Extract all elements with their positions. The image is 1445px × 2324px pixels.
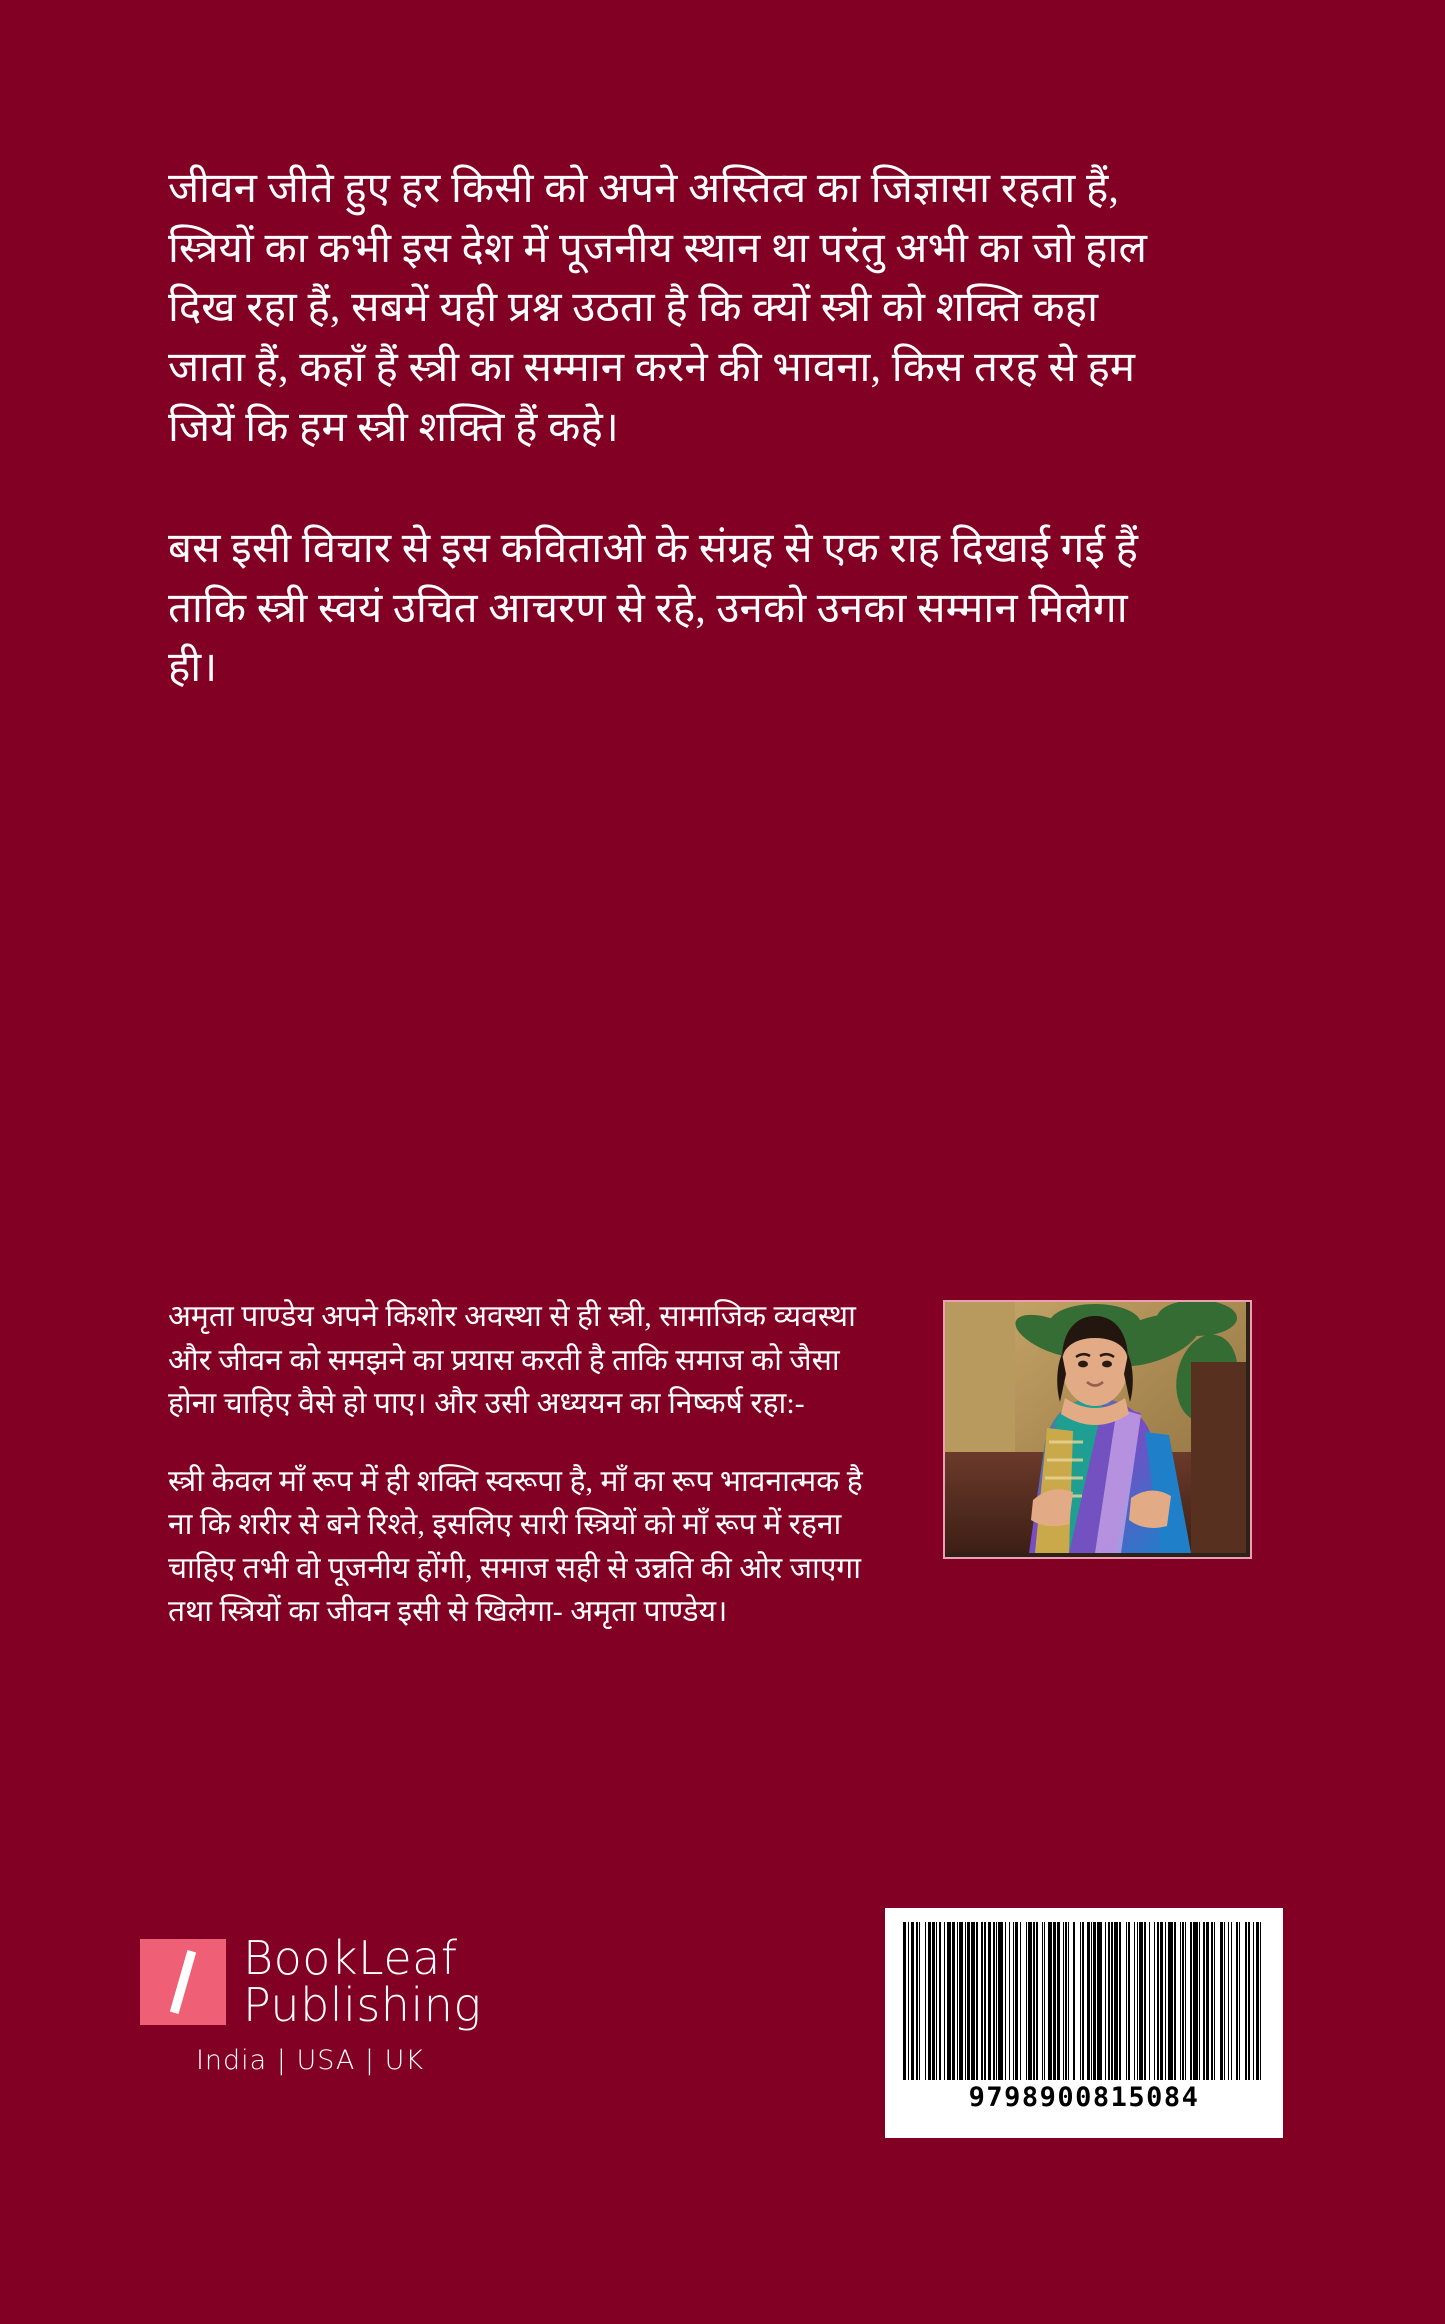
- barcode-bars: [885, 1908, 1283, 2080]
- publisher-logo: [140, 1931, 570, 2076]
- author-photo: [943, 1300, 1252, 1559]
- blurb-section: [168, 160, 1168, 699]
- author-bio-paragraph-1: अमृता पाण्डेय अपने किशोर अवस्था से ही स्त्री, सामाजिक व्यवस्था और जीवन को समझने का प्रयास करती है ताकि समाज को जैसा होना चाहिए वैसे हो पाए। और उसी अध्ययन का निष्कर्ष रहा:-: [168, 1300, 856, 1420]
- author-section: [168, 1295, 1268, 1634]
- publisher-name-line-1: BookLeaf: [243, 1931, 458, 1985]
- blurb-paragraph-2: बस इसी विचार से इस कविताओ के संग्रह से एक राह दिखाई गई हैं ताकि स्त्री स्वयं उचित आचरण से रहे, उनको उनका सम्मान मिलेगा ही।: [168, 526, 1139, 692]
- logo-main: [140, 1931, 570, 2032]
- author-bio-paragraph-2: स्त्री केवल माँ रूप में ही शक्ति स्वरूपा है, माँ का रूप भावनात्मक है ना कि शरीर से बने रिश्ते, इसलिए सारी स्त्रियों को माँ रूप में रहना चाहिए तभी वो पूजनीय होंगी, समाज सही से उन्नति की ओर जाएगा तथा स्त्रियों का जीवन इसी से खिलेगा- अमृता पाण्डेय।: [168, 1464, 863, 1628]
- isbn-barcode: [885, 1908, 1283, 2138]
- slash-icon: [140, 1939, 226, 2025]
- author-bio: [168, 1295, 868, 1634]
- blurb-paragraph-1: जीवन जीते हुए हर किसी को अपने अस्तित्व का जिज्ञासा रहता हैं, स्त्रियों का कभी इस देश में पूजनीय स्थान था परंतु अभी का जो हाल दिख रहा हैं, सबमें यही प्रश्न उठता है कि क्यों स्त्री को शक्ति कहा जाता हैं, कहाँ हैं स्त्री का सम्मान करने की भावना, किस तरह से हम जियें कि हम स्त्री शक्ति हैं कहे।: [168, 166, 1148, 451]
- publisher-countries: India | USA | UK: [195, 2044, 425, 2076]
- publisher-name-line-2: Publishing: [243, 1977, 482, 2032]
- isbn-number: 9798900815084: [968, 2082, 1200, 2113]
- publisher-name: [243, 1931, 482, 2032]
